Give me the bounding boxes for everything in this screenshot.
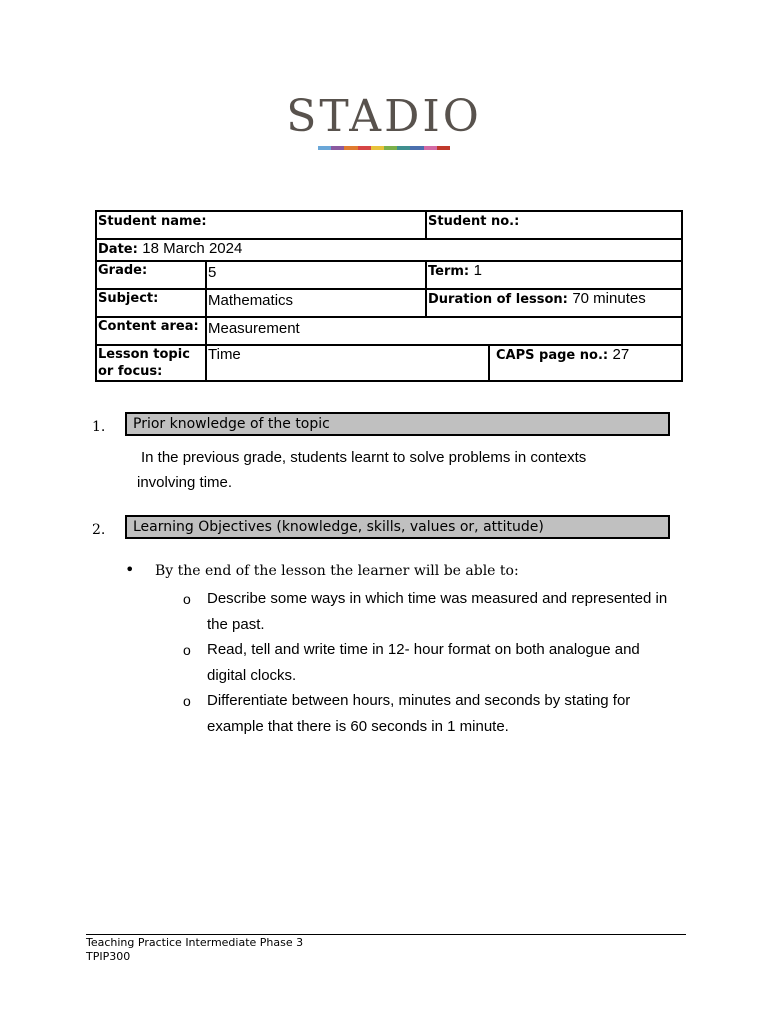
objectives-intro-text: By the end of the lesson the learner will be able to: xyxy=(155,563,519,579)
page-footer xyxy=(86,936,303,964)
topic-label-cell xyxy=(96,345,206,381)
grade-value-cell xyxy=(206,261,426,289)
topic-value: Time xyxy=(208,346,241,363)
footer-divider xyxy=(86,934,686,935)
prior-knowledge-text: In the previous grade, students learnt to solve problems in contexts involving time. xyxy=(137,449,587,491)
lesson-info-table xyxy=(95,210,683,382)
student-name-cell xyxy=(96,211,426,239)
date-value: 18 March 2024 xyxy=(142,240,243,257)
section-number: 1. xyxy=(92,419,106,435)
hollow-bullet-icon: o xyxy=(183,693,191,709)
objective-item xyxy=(183,688,683,740)
logo-color-segment xyxy=(437,146,450,150)
grade-value: 5 xyxy=(208,264,217,281)
content-label: Content area: xyxy=(98,319,199,334)
duration-label: Duration of lesson: xyxy=(428,292,568,307)
subject-label: Subject: xyxy=(98,291,159,306)
content-value: Measurement xyxy=(208,320,300,337)
caps-label: CAPS page no.: xyxy=(496,348,609,363)
hollow-bullet-icon: o xyxy=(183,642,191,658)
objective-item xyxy=(183,637,683,689)
grade-label: Grade: xyxy=(98,263,148,278)
term-label: Term: xyxy=(428,264,470,279)
logo-color-segment xyxy=(384,146,397,150)
student-no-cell xyxy=(426,211,682,239)
objective-text: Describe some ways in which time was measured and represented in the past. xyxy=(207,590,668,633)
logo-text: STADIO xyxy=(286,91,482,142)
logo-color-bar xyxy=(318,146,450,150)
grade-label-cell xyxy=(96,261,206,289)
logo-color-segment xyxy=(424,146,437,150)
content-label-cell xyxy=(96,317,206,345)
logo-color-segment xyxy=(371,146,384,150)
student-no-label: Student no.: xyxy=(428,214,520,229)
duration-cell xyxy=(426,289,682,317)
subject-value: Mathematics xyxy=(208,292,294,309)
topic-label: Lesson topic or focus: xyxy=(98,347,190,379)
footer-course-code: TPIP300 xyxy=(86,950,131,963)
objectives-intro xyxy=(125,560,519,579)
subject-value-cell xyxy=(206,289,426,317)
term-value: 1 xyxy=(473,262,482,279)
date-cell xyxy=(96,239,682,261)
student-name-label: Student name: xyxy=(98,214,207,229)
logo-color-segment xyxy=(358,146,371,150)
logo-color-segment xyxy=(331,146,344,150)
hollow-bullet-icon: o xyxy=(183,591,191,607)
logo-color-segment xyxy=(318,146,331,150)
objective-text: Read, tell and write time in 12- hour format on both analogue and digital clocks. xyxy=(207,641,640,684)
stadio-logo xyxy=(268,88,500,158)
caps-value: 27 xyxy=(612,346,630,363)
caps-cell xyxy=(489,345,682,381)
objective-text: Differentiate between hours, minutes and seconds by stating for example that there is 60 seconds in 1 minute. xyxy=(207,692,631,735)
content-value-cell xyxy=(206,317,682,345)
subject-label-cell xyxy=(96,289,206,317)
logo-color-segment xyxy=(344,146,357,150)
section-number: 2. xyxy=(92,522,106,538)
section-heading: Prior knowledge of the topic xyxy=(125,412,670,436)
bullet-icon: • xyxy=(125,560,135,579)
footer-course-title: Teaching Practice Intermediate Phase 3 xyxy=(86,936,304,949)
term-cell xyxy=(426,261,682,289)
date-label: Date: xyxy=(98,242,138,257)
objective-item xyxy=(183,586,683,638)
duration-value: 70 minutes xyxy=(572,290,646,307)
logo-color-segment xyxy=(410,146,423,150)
logo-color-segment xyxy=(397,146,410,150)
topic-value-cell xyxy=(206,345,489,381)
section-heading: Learning Objectives (knowledge, skills, values or, attitude) xyxy=(125,515,670,539)
